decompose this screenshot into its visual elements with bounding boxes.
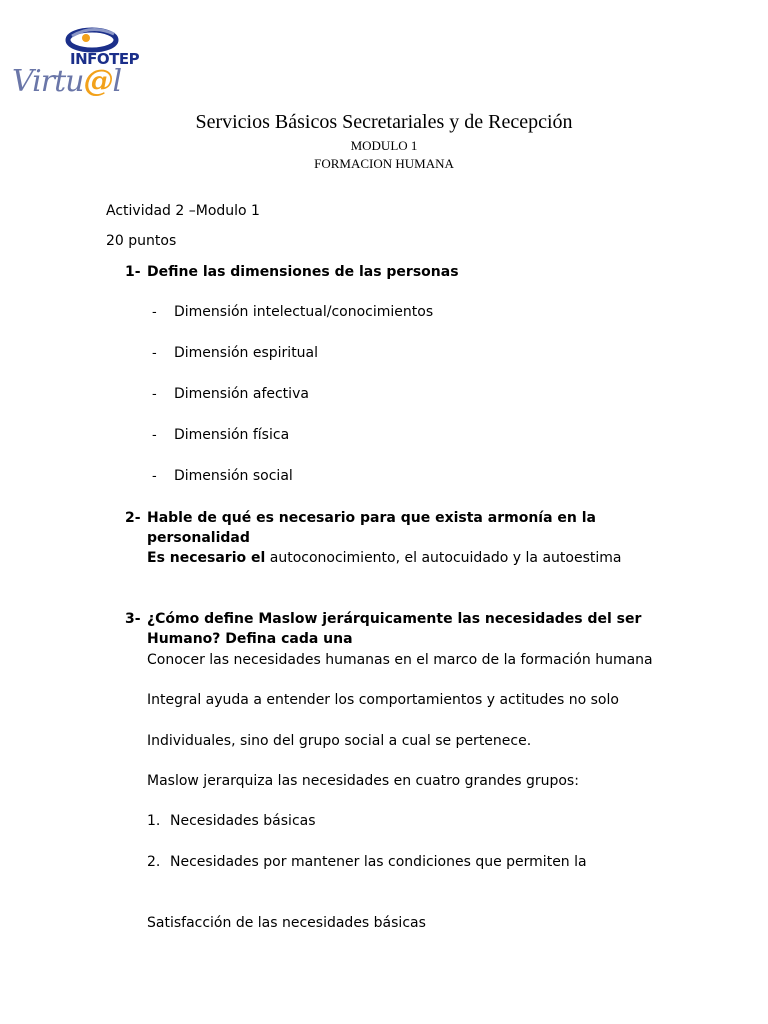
question-2-number: 2- [125,510,141,526]
paragraph: Individuales, sino del grupo social a cual se pertenece. [147,733,532,749]
list-number: 1. [147,813,161,829]
list-item: Necesidades básicas [170,813,316,829]
answer-rest: autoconocimiento, el autocuidado y la autoestima [265,550,622,566]
list-item: Dimensión social [174,468,293,484]
list-item: Dimensión espiritual [174,345,319,361]
list-number: 2. [147,854,161,870]
list-item: Dimensión intelectual/conocimientos [174,304,434,320]
question-3-line-2: Humano? Defina cada una [147,631,353,647]
paragraph: Maslow jerarquiza las necesidades en cuatro grandes grupos: [147,773,579,789]
bullet-dash: - [152,469,157,484]
question-2-line-2: personalidad [147,530,250,546]
bullet-dash: - [152,387,157,402]
question-1-number: 1- [125,264,141,280]
points-label: 20 puntos [106,233,177,249]
module-heading: MODULO 1 [350,138,418,153]
list-item: Dimensión física [174,427,290,443]
paragraph: Satisfacción de las necesidades básicas [147,915,426,931]
list-item: Dimensión afectiva [174,386,309,402]
answer-lead: Es necesario el [147,550,266,566]
infotep-virtual-logo [10,24,140,99]
question-2-answer [147,548,621,568]
bullet-dash: - [152,346,157,361]
bullet-dash: - [152,305,157,320]
question-3-line-1: ¿Cómo define Maslow jerárquicamente las necesidades del ser [147,611,642,627]
document-title: Servicios Básicos Secretariales y de Recepción [195,111,573,133]
bullet-dash: - [152,428,157,443]
question-2-line-1: Hable de qué es necesario para que exista armonía en la [147,510,596,526]
question-3-number: 3- [125,611,141,627]
activity-label: Actividad 2 –Modulo 1 [106,203,260,219]
paragraph: Conocer las necesidades humanas en el marco de la formación humana [147,652,653,668]
logo-text-virtual: Virtu@l [12,64,122,99]
subject-heading: FORMACION HUMANA [314,156,454,171]
list-item: Necesidades por mantener las condiciones que permiten la [170,854,587,870]
paragraph: Integral ayuda a entender los comportamientos y actitudes no solo [147,692,619,708]
question-1-text: Define las dimensiones de las personas [147,264,459,280]
logo-text-infotep: INFOTEP [70,50,140,68]
